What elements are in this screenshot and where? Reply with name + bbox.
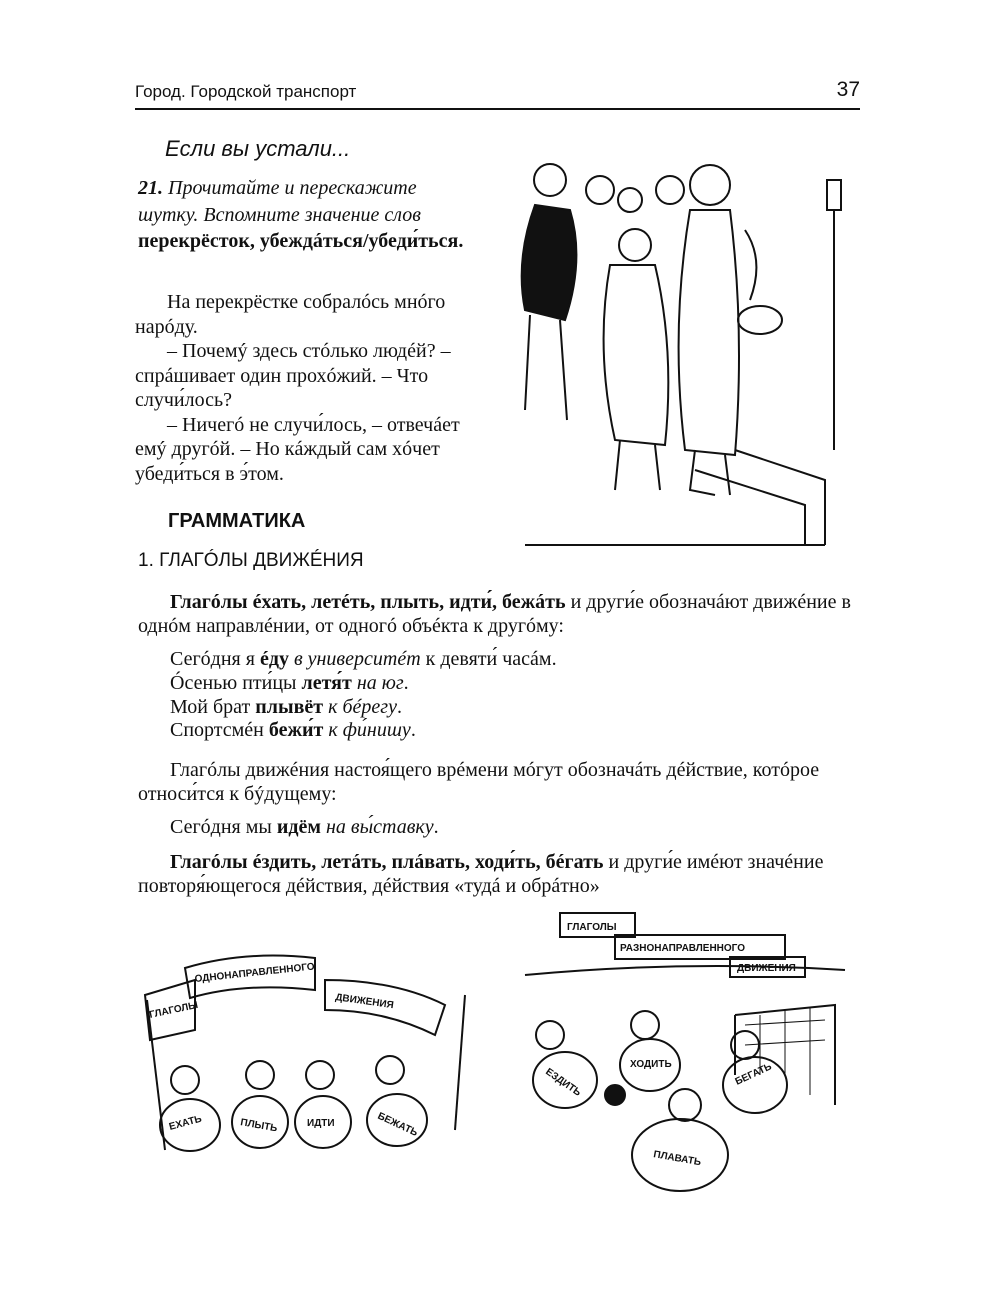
crowd-illustration — [505, 150, 845, 560]
example-line — [170, 672, 860, 696]
p3-verbs: éздить, летáть, плáвать, ходи́ть, бéгать — [252, 851, 604, 873]
running-header — [135, 72, 860, 110]
example-2 — [170, 816, 860, 840]
joke-line: – Почемý здесь стóлько людéй? – спрáшивает один прохóжий. – Что случи́лось? — [135, 340, 451, 411]
ex-goal: к фи́нишу — [323, 719, 411, 742]
sign-word-2: РАЗНОНАПРАВЛЕННОГО — [620, 943, 745, 954]
exercise-21 — [138, 175, 478, 255]
ex-tail: . — [403, 671, 409, 694]
page-number: 37 — [836, 78, 860, 101]
paragraph-3 — [138, 850, 863, 898]
ex-verb: летя́т — [301, 671, 352, 694]
joke-line: На перекрёстке собралóсь мнóго нарóду. — [135, 291, 446, 338]
ex-subject: Мой брат — [170, 695, 256, 718]
joke-text — [135, 290, 477, 486]
figure-label: ХОДИТЬ — [630, 1059, 672, 1070]
p3-lead: Глагóлы — [170, 851, 248, 873]
grammar-heading: ГРАММАТИКА — [168, 510, 306, 532]
ex-verb: идём — [276, 816, 321, 838]
exercise-words: перекрёсток, убеждáться/убеди́ться. — [138, 230, 464, 252]
ex-goal: к бéрегу — [323, 695, 397, 718]
exercise-task: Прочитайте и перескажите шутку. Вспомните значение слов — [138, 177, 421, 226]
section-title: Город. Городской транспорт — [135, 82, 357, 101]
banner-word-3: ДВИЖЕНИЯ — [334, 992, 395, 1012]
ex-goal: в университéт — [288, 648, 421, 670]
figure-label: БЕЖАТЬ — [375, 1110, 420, 1139]
figure-label: ПЛАВАТЬ — [652, 1149, 702, 1169]
ex-tail: . — [410, 719, 416, 742]
ex-verb: éду — [259, 648, 289, 670]
ex-goal: на вы́ставку — [320, 816, 434, 838]
figure-label: ПЛЫТЬ — [239, 1117, 279, 1135]
p3-rest: и други́е имéют значéние повторя́ющегося дéйствия, дéйствия «тудá и обрáтно» — [138, 851, 824, 897]
joke-line: – Ничегó не случи́лось, – отвечáет емý другóй. – Но кáждый сам хóчет убеди́ться в э́том. — [135, 413, 460, 485]
ex-subject: Сегóдня я — [170, 648, 260, 670]
example-line — [170, 816, 860, 840]
paragraph-2: Глагóлы движéния настоя́щего врéмени мóгут обозначáть дéйствие, котóрое относи́тся к бýдущему: — [138, 759, 820, 805]
cartoon-unidirectional — [135, 950, 480, 1165]
sign-word-3: ДВИЖЕНИЯ — [737, 963, 796, 974]
figure-label: ЕХАТЬ — [167, 1113, 203, 1133]
ex-tail: . — [397, 695, 402, 718]
ex-subject: Óсенью пти́цы — [170, 671, 302, 694]
section-heading: 1. ГЛАГÓЛЫ ДВИЖÉНИЯ — [138, 550, 364, 571]
example-line — [170, 696, 860, 720]
p1-lead: Глагóлы — [170, 591, 248, 613]
ex-goal: на юг — [351, 671, 404, 694]
p1-rest: и други́е обозначáют движéние в однóм направлéнии, от одногó объéкта к другóму: — [138, 591, 851, 637]
cartoon-multidirectional — [505, 905, 860, 1205]
example-line — [170, 648, 860, 672]
figure-label: ИДТИ — [307, 1118, 335, 1129]
ex-tail: . — [433, 816, 439, 838]
figure-label: БЕГАТЬ — [733, 1061, 774, 1088]
banner-word-1: ГЛАГОЛЫ — [148, 999, 200, 1021]
p1-verbs: éхать, летéть, плыть, идти́, бежáть — [252, 591, 566, 613]
example-line — [170, 719, 860, 743]
paragraph-1 — [138, 590, 863, 638]
ex-verb: бежи́т — [268, 719, 324, 742]
ex-subject: Спортсмéн — [170, 719, 269, 742]
subtitle: Если вы устали... — [165, 136, 351, 161]
examples-1 — [170, 648, 860, 743]
ex-tail: к девяти́ часáм. — [420, 648, 557, 670]
ex-verb: плывёт — [255, 695, 324, 718]
figure-label: ЕЗДИТЬ — [543, 1066, 583, 1099]
ex-subject: Сегóдня мы — [170, 816, 277, 838]
exercise-number: 21. — [138, 177, 163, 199]
sign-word-1: ГЛАГОЛЫ — [567, 922, 617, 933]
banner-word-2: ОДНОНАПРАВЛЕННОГО — [194, 961, 316, 985]
